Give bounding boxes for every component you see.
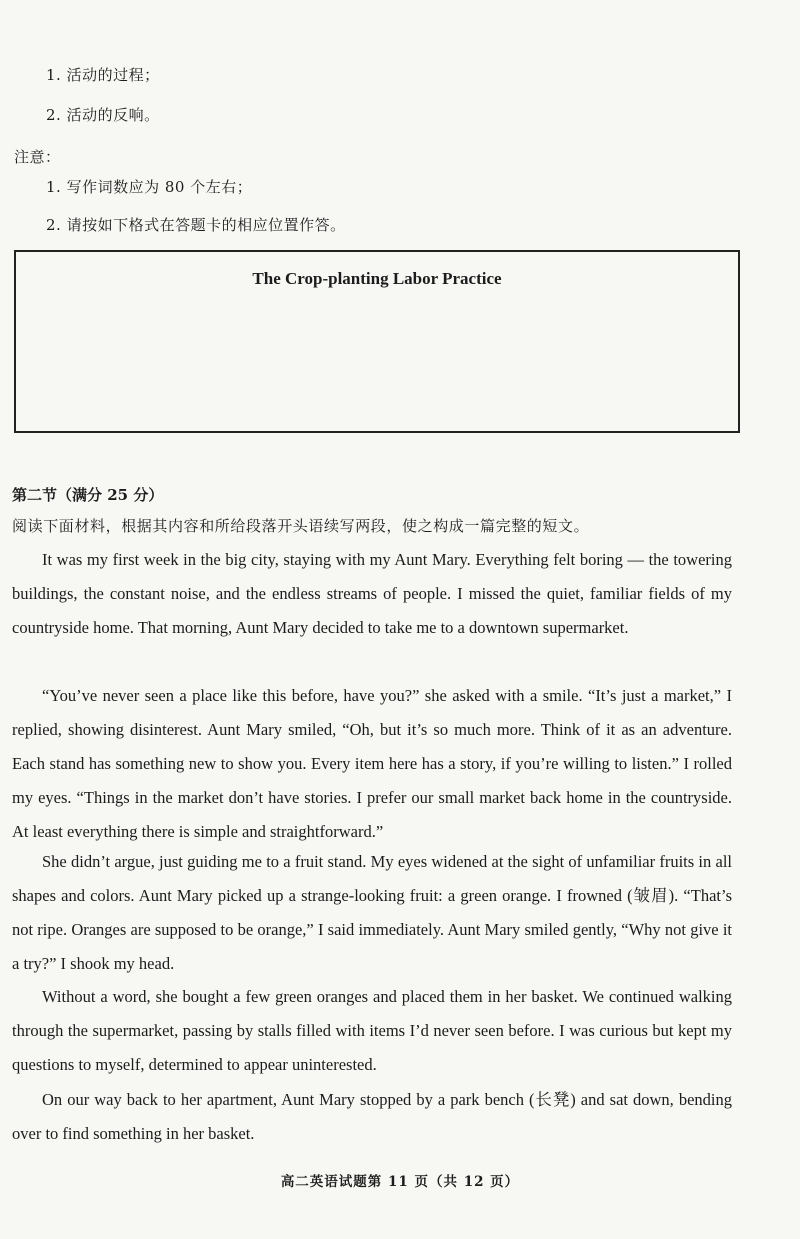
answer-box-title: The Crop-planting Labor Practice xyxy=(252,269,502,288)
story-paragraph-2: “You’ve never seen a place like this before, have you?” she asked with a smile. “It’s just a market,” I replied, showing disinterest. Aunt Mary smiled, “Oh, but it’s so much more. Think of it as an adventure. Each stand has something new to show you. Every item here has a story, if you’re willing to listen.” I rolled my eyes. “Things in the market don’t have stories. I prefer our small market back home in the countryside. At least everything there is simple and straightforward.” xyxy=(12,686,732,841)
note-label: 注意： xyxy=(14,148,61,166)
note-item-1: 1. 写作词数应为 80 个左右； xyxy=(46,178,253,196)
story-paragraph-3: She didn’t argue, just guiding me to a fruit stand. My eyes widened at the sight of unfamiliar fruits in all shapes and colors. Aunt Mary picked up a strange-looking fruit: a green orange. I frowned (皱眉). “That’s not ripe. Oranges are supposed to be orange,” I said immediately. Aunt Mary smiled gently, “Why not give it a try?” I shook my head. xyxy=(12,852,732,973)
section-instruction: 阅读下面材料，根据其内容和所给段落开头语续写两段，使之构成一篇完整的短文。 xyxy=(12,517,590,535)
story-paragraph-4: Without a word, she bought a few green oranges and placed them in her basket. We continued walking through the supermarket, passing by stalls filled with items I’d never seen before. I was curious but kept my questions to myself, determined to appear uninterested. xyxy=(12,987,732,1074)
story-paragraph-1: It was my first week in the big city, staying with my Aunt Mary. Everything felt boring — the towering buildings, the constant noise, and the endless streams of people. I missed the quiet, familiar fields of my countryside home. That morning, Aunt Mary decided to take me to a downtown supermarket. xyxy=(12,550,732,637)
requirement-item-2: 2. 活动的反响。 xyxy=(46,106,160,124)
story-paragraph-5: On our way back to her apartment, Aunt Mary stopped by a park bench (长凳) and sat down, bending over to find something in her basket. xyxy=(12,1090,732,1143)
answer-box xyxy=(14,250,740,433)
note-item-2: 2. 请按如下格式在答题卡的相应位置作答。 xyxy=(46,216,346,234)
page-footer: 高二英语试题第 11 页（共 12 页） xyxy=(280,1174,520,1190)
requirement-item-1: 1. 活动的过程； xyxy=(46,66,160,84)
section-heading: 第二节（满分 25 分） xyxy=(12,486,164,504)
